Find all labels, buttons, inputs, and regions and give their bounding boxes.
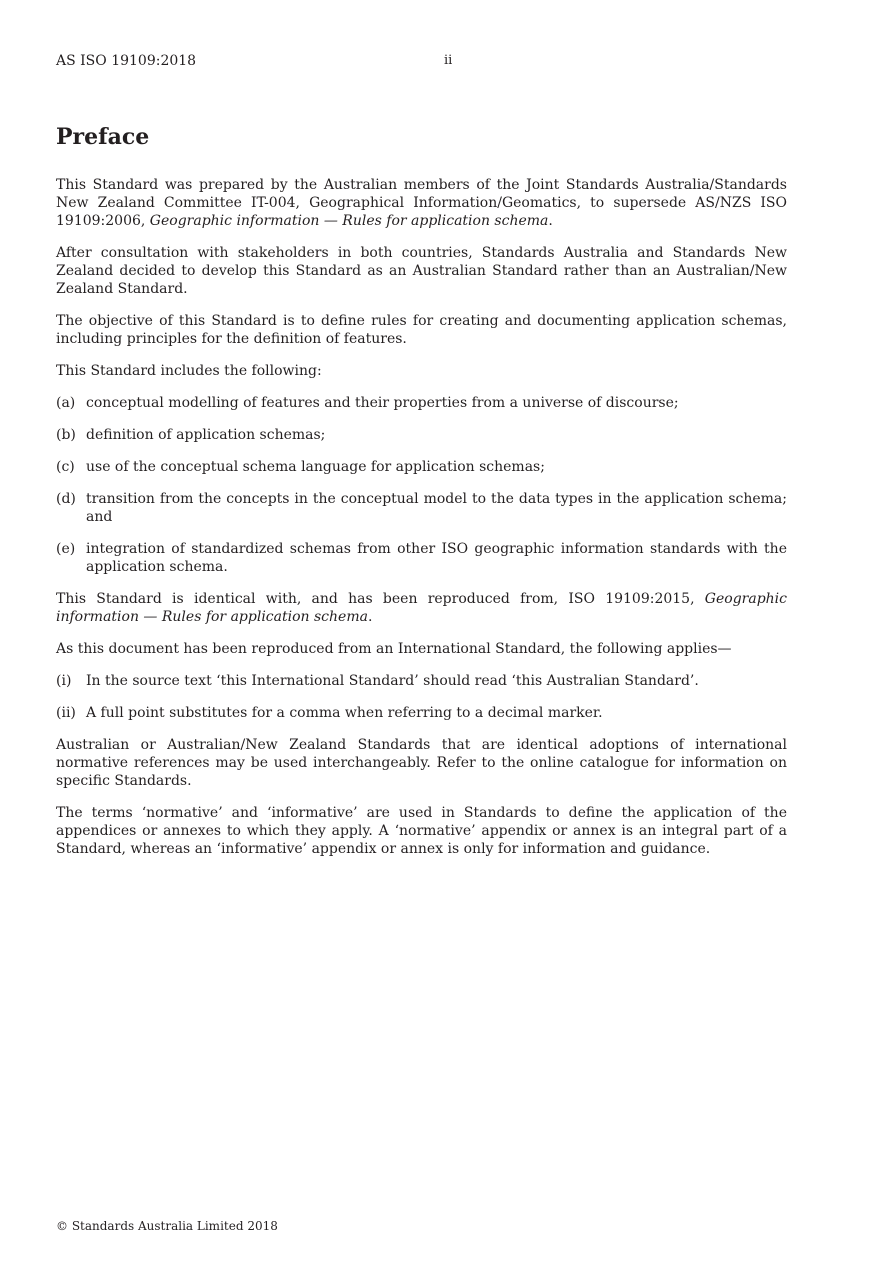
- copyright-footer: © Standards Australia Limited 2018: [56, 1219, 278, 1233]
- paragraph-objective: The objective of this Standard is to define rules for creating and documenting application schemas, including principles for the definition of features.: [56, 313, 787, 347]
- list-text: integration of standardized schemas from other ISO geographic information standards with the application schema.: [86, 541, 787, 575]
- preface-body: [56, 176, 787, 872]
- paragraph-prepared-by: [56, 176, 787, 230]
- list-item-i: [56, 672, 787, 690]
- list-marker: (c): [56, 459, 75, 475]
- paragraph-normative-references: Australian or Australian/New Zealand Standards that are identical adoptions of international normative references may be used interchangeably. Refer to the online catalogue for information on specific Standards.: [56, 737, 787, 789]
- list-text: In the source text ‘this International Standard’ should read ‘this Australian Standard’.: [86, 673, 699, 689]
- list-marker: (d): [56, 491, 76, 507]
- list-item-d: [56, 490, 787, 526]
- list-marker: (b): [56, 427, 76, 443]
- paragraph-end: .: [367, 609, 373, 625]
- paragraph-consultation: After consultation with stakeholders in both countries, Standards Australia and Standards New Zealand decided to develop this Standard as an Australian Standard rather than an Australian/New Zealand Standard.: [56, 245, 787, 297]
- list-text: definition of application schemas;: [86, 427, 326, 443]
- list-item-ii: [56, 704, 787, 722]
- paragraph-text: This Standard was prepared by the Australian members of the Joint Standards Australia/Standards New Zealand Committee IT-004, Geographical Information/Geomatics, to supersede AS/NZS ISO 19109:2006,: [56, 177, 787, 229]
- list-marker: (i): [56, 673, 72, 689]
- list-text: use of the conceptual schema language for application schemas;: [86, 459, 545, 475]
- list-marker: (ii): [56, 705, 76, 721]
- list-marker: (a): [56, 395, 76, 411]
- italic-title: Geographic information — Rules for application schema: [56, 591, 787, 625]
- list-marker: (e): [56, 541, 76, 557]
- page-title: Preface: [56, 124, 150, 150]
- italic-title: Geographic information — Rules for application schema: [149, 213, 549, 229]
- list-text: A full point substitutes for a comma when referring to a decimal marker.: [86, 705, 603, 721]
- list-text: transition from the concepts in the conceptual model to the data types in the application schema; and: [86, 491, 787, 525]
- paragraph-normative-informative: The terms ‘normative’ and ‘informative’ are used in Standards to define the application of the appendices or annexes to which they apply. A ‘normative’ appendix or annex is an integral part of a Standard, whereas an ‘informative’ appendix or annex is only for information and guidance.: [56, 805, 787, 857]
- paragraph-includes-intro: This Standard includes the following:: [56, 363, 322, 379]
- list-item-e: [56, 540, 787, 576]
- paragraph-identical-with: [56, 590, 787, 626]
- list-item-a: [56, 394, 787, 412]
- document-id: AS ISO 19109:2018: [56, 53, 197, 69]
- list-item-c: [56, 458, 787, 476]
- list-item-b: [56, 426, 787, 444]
- paragraph-end: .: [548, 213, 553, 229]
- page-number: ii: [444, 53, 453, 68]
- paragraph-applies-intro: As this document has been reproduced from an International Standard, the following applies—: [56, 641, 732, 657]
- list-text: conceptual modelling of features and their properties from a universe of discourse;: [86, 395, 679, 411]
- paragraph-text: This Standard is identical with, and has been reproduced from, ISO 19109:2015,: [56, 591, 705, 607]
